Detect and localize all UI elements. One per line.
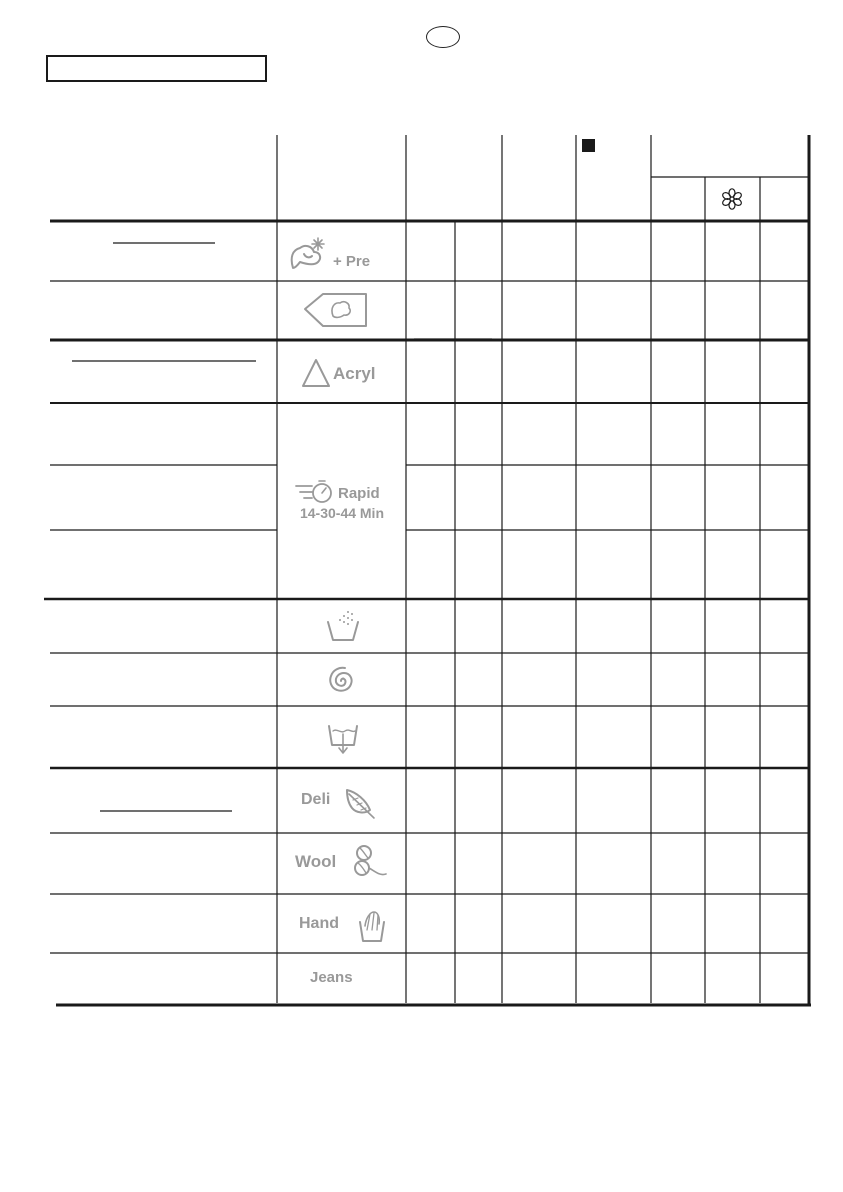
- delicate-feather-icon: [347, 790, 374, 818]
- cotton-prewash-icon: [292, 238, 324, 268]
- rapid-times-label: 14-30-44 Min: [299, 505, 385, 521]
- cotton-tag-icon: [305, 294, 366, 326]
- acryl-label: Acryl: [333, 364, 376, 383]
- drain-icon: [329, 726, 357, 753]
- hand-label: Hand: [299, 915, 339, 932]
- softener-flower-icon: [721, 189, 742, 209]
- deli-label: Deli: [301, 791, 331, 808]
- detergent-square-icon: [582, 139, 595, 152]
- rapid-timer-icon: [296, 481, 331, 502]
- rinse-shower-icon: [328, 611, 358, 640]
- hand-wash-icon: [360, 912, 384, 941]
- rapid-label: Rapid: [338, 485, 380, 502]
- acryl-triangle-icon: [303, 360, 329, 386]
- prewash-label: + Pre: [333, 253, 371, 270]
- jeans-label: Jeans: [310, 969, 353, 986]
- wool-label: Wool: [295, 852, 337, 871]
- spin-spiral-icon: [330, 668, 351, 691]
- wool-yarn-icon: [355, 846, 386, 875]
